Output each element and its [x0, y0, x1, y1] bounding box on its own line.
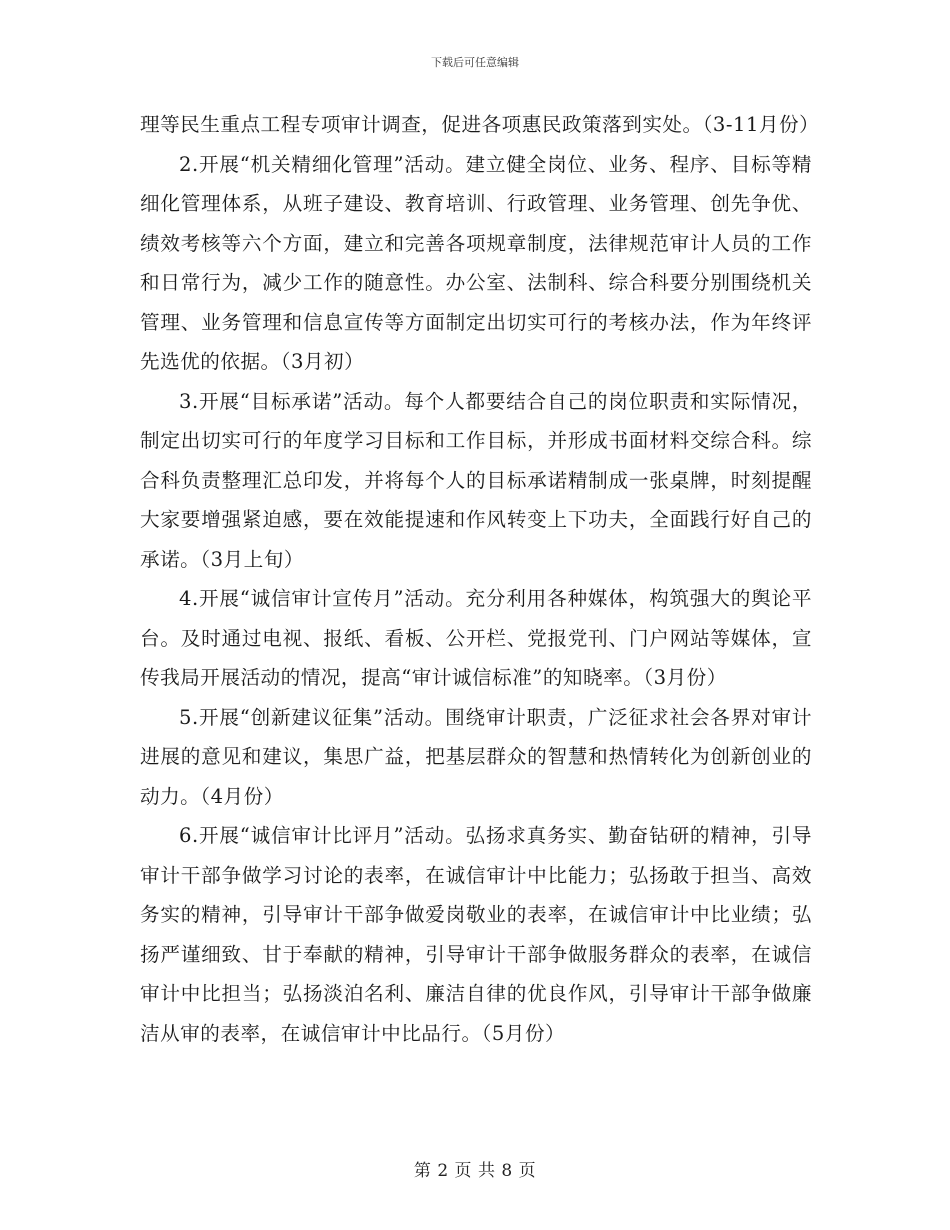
paragraph-item-3: 3.开展“目标承诺”活动。每个人都要结合自己的岗位职责和实际情况，制定出切实可行的年度学习目标和工作目标，并形成书面材料交综合科。综合科负责整理汇总印发，并将每个人的目标承诺精制成一张桌牌，时刻提醒大家要增强紧迫感，要在效能提速和作风转变上下功夫，全面践行好自己的承诺。（3月上旬） [140, 389, 812, 571]
document-body [140, 105, 820, 1053]
paragraph-continuation: 理等民生重点工程专项审计调查，促进各项惠民政策落到实处。（3-11月份） [140, 113, 820, 136]
paragraph-item-5: 5.开展“创新建议征集”活动。围绕审计职责，广泛征求社会各界对审计进展的意见和建议，集思广益，把基层群众的智慧和热情转化为创新创业的动力。（4月份） [140, 705, 812, 808]
paragraph-item-6: 6.开展“诚信审计比评月”活动。弘扬求真务实、勤奋钻研的精神，引导审计干部争做学习讨论的表率，在诚信审计中比能力；弘扬敢于担当、高效务实的精神，引导审计干部争做爱岗敬业的表率，在诚信审计中比业绩；弘扬严谨细致、甘于奉献的精神，引导审计干部争做服务群众的表率，在诚信审计中比担当；弘扬淡泊名利、廉洁自律的优良作风，引导审计干部争做廉洁从审的表率，在诚信审计中比品行。（5月份） [140, 824, 812, 1045]
page-header: 下载后可任意编辑 [431, 56, 519, 69]
paragraph-item-2: 2.开展“机关精细化管理”活动。建立健全岗位、业务、程序、目标等精细化管理体系，从班子建设、教育培训、行政管理、业务管理、创先争优、绩效考核等六个方面，建立和完善各项规章制度，法律规范审计人员的工作和日常行为，减少工作的随意性。办公室、法制科、综合科要分别围绕机关管理、业务管理和信息宣传等方面制定出切实可行的考核办法，作为年终评先选优的依据。（3月初） [140, 152, 812, 373]
paragraph-item-4: 4.开展“诚信审计宣传月”活动。充分利用各种媒体，构筑强大的舆论平台。及时通过电视、报纸、看板、公开栏、党报党刊、门户网站等媒体，宣传我局开展活动的情况，提高“审计诚信标准”的知晓率。（3月份） [140, 587, 812, 689]
page-number: 第 2 页 共 8 页 [413, 1161, 537, 1181]
